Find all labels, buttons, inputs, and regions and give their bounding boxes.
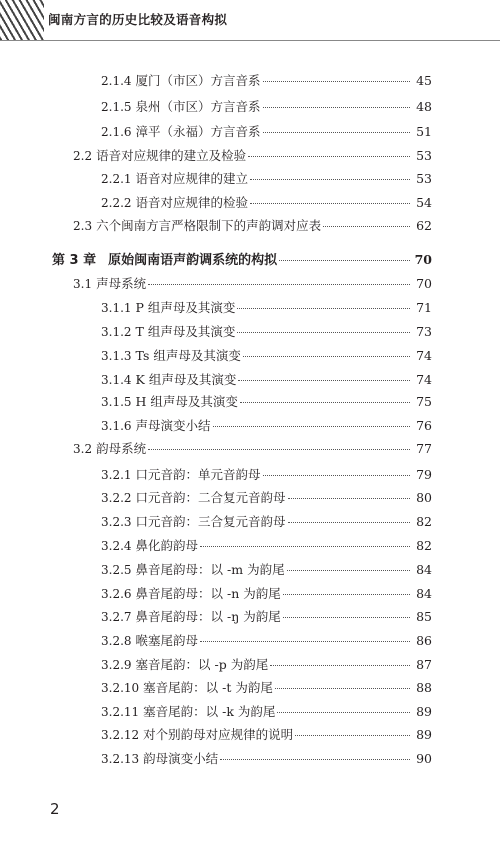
toc-page-number: 88 — [416, 680, 432, 695]
dot-leader — [238, 380, 410, 381]
dot-leader — [250, 179, 410, 180]
dot-leader — [283, 594, 410, 595]
toc-title: 厦门（市区）方言音系 — [135, 73, 261, 88]
toc-title: 鼻化韵韵母 — [135, 538, 199, 553]
dot-leader — [237, 308, 410, 309]
toc-page-number: 53 — [416, 148, 432, 163]
toc-number: 3.1 — [73, 277, 93, 291]
toc-entry[interactable] — [101, 678, 432, 698]
toc-title: 泉州（市区）方言音系 — [135, 99, 261, 114]
toc-entry[interactable] — [101, 536, 432, 556]
dot-leader — [250, 203, 410, 204]
toc-title: 韵母系统 — [96, 441, 147, 456]
toc-page-number: 77 — [416, 441, 432, 456]
toc-entry[interactable] — [101, 193, 432, 213]
toc-entry[interactable] — [101, 488, 432, 508]
toc-title: 漳平（永福）方言音系 — [135, 124, 261, 139]
running-header — [0, 0, 500, 44]
toc-title: 口元音韵：二合复元音韵母 — [135, 490, 286, 505]
toc-entry[interactable] — [101, 749, 432, 769]
toc-number: 3.2.10 — [101, 681, 140, 695]
toc-title: 鼻音尾韵母：以 -n 为韵尾 — [135, 586, 281, 601]
toc-entry[interactable] — [101, 465, 432, 485]
toc-page-number: 76 — [416, 418, 432, 433]
toc-entry[interactable] — [101, 725, 432, 745]
dot-leader — [263, 132, 410, 133]
toc-title: 塞音尾韵：以 -k 为韵尾 — [143, 704, 276, 719]
toc-number: 3.1.6 — [101, 419, 132, 433]
toc-entry[interactable] — [101, 631, 432, 651]
toc-page-number: 70 — [414, 252, 432, 267]
chapter-title: 原始闽南语声韵调系统的构拟 — [108, 253, 278, 268]
dot-leader — [148, 449, 410, 450]
toc-page-number: 45 — [416, 73, 432, 88]
dot-leader — [220, 759, 410, 760]
toc-number: 2.2.1 — [101, 172, 132, 186]
toc-entry[interactable] — [101, 416, 432, 436]
toc-number: 3.2.6 — [101, 587, 132, 601]
toc-number: 3.2.1 — [101, 468, 132, 482]
toc-entry[interactable] — [101, 122, 432, 142]
toc-entry[interactable] — [101, 584, 432, 604]
toc-number: 2.1.4 — [101, 74, 132, 88]
toc-title: 对个别韵母对应规律的说明 — [143, 727, 294, 742]
toc-title: 喉塞尾韵母 — [135, 633, 199, 648]
dot-leader — [277, 712, 410, 713]
toc-page-number: 89 — [416, 727, 432, 742]
dot-leader — [263, 475, 410, 476]
dot-leader — [295, 735, 410, 736]
toc-title: 六个闽南方言严格限制下的声韵调对应表 — [96, 218, 322, 233]
toc-number: 2.1.6 — [101, 125, 132, 139]
toc-title: H 组声母及其演变 — [135, 394, 238, 409]
toc-title: 鼻音尾韵母：以 -m 为韵尾 — [135, 562, 285, 577]
header-stripe-ornament — [0, 0, 44, 40]
toc-entry[interactable] — [73, 439, 432, 459]
toc-number: 3.2.12 — [101, 728, 140, 742]
toc-number: 3.2.8 — [101, 634, 132, 648]
toc-entry[interactable] — [101, 370, 432, 390]
toc-number: 3.1.2 — [101, 325, 132, 339]
toc-page-number: 87 — [416, 657, 432, 672]
toc-number: 3.1.4 — [101, 373, 132, 387]
dot-leader — [200, 546, 410, 547]
toc-entry[interactable] — [101, 560, 432, 580]
toc-title: 塞音尾韵：以 -p 为韵尾 — [135, 657, 269, 672]
toc-entry[interactable] — [73, 216, 432, 236]
toc-page-number: 71 — [416, 300, 432, 315]
toc-number: 2.3 — [73, 219, 93, 233]
toc-number: 2.2 — [73, 149, 93, 163]
toc-number: 2.2.2 — [101, 196, 132, 210]
toc-page-number: 74 — [416, 372, 432, 387]
toc-number: 3.1.5 — [101, 395, 132, 409]
toc-number: 2.1.5 — [101, 100, 132, 114]
toc-page-number: 90 — [416, 751, 432, 766]
toc-number: 3.2.9 — [101, 658, 132, 672]
dot-leader — [283, 617, 410, 618]
toc-page-number: 70 — [416, 276, 432, 291]
dot-leader — [287, 570, 410, 571]
dot-leader — [288, 522, 410, 523]
dot-leader — [240, 402, 410, 403]
toc-chapter-entry[interactable] — [52, 249, 432, 269]
toc-entry[interactable] — [101, 392, 432, 412]
toc-number: 3.2.4 — [101, 539, 132, 553]
toc-title: 韵母演变小结 — [143, 751, 219, 766]
toc-number: 3.2 — [73, 442, 93, 456]
toc-number: 3.1.1 — [101, 301, 132, 315]
toc-page-number: 80 — [416, 490, 432, 505]
dot-leader — [213, 426, 410, 427]
toc-entry[interactable] — [101, 97, 432, 117]
toc-page-number: 82 — [416, 538, 432, 553]
toc-number: 3.2.7 — [101, 610, 132, 624]
toc-number: 3.2.5 — [101, 563, 132, 577]
page-number: 2 — [50, 800, 60, 818]
chapter-number: 第 3 章 — [52, 253, 97, 268]
toc-entry[interactable] — [101, 169, 432, 189]
toc-title: 语音对应规律的建立 — [135, 171, 249, 186]
toc-page-number: 85 — [416, 609, 432, 624]
toc-title: K 组声母及其演变 — [135, 372, 237, 387]
toc-number: 3.2.11 — [101, 705, 140, 719]
toc-entry[interactable] — [101, 71, 432, 91]
toc-entry[interactable] — [73, 274, 432, 294]
toc-title: P 组声母及其演变 — [135, 300, 236, 315]
toc-entry[interactable] — [101, 702, 432, 722]
toc-page-number: 82 — [416, 514, 432, 529]
toc-number: 3.2.3 — [101, 515, 132, 529]
toc-page-number: 86 — [416, 633, 432, 648]
toc-page-number: 54 — [416, 195, 432, 210]
toc-page-number: 75 — [416, 394, 432, 409]
dot-leader — [275, 688, 410, 689]
toc-title: 语音对应规律的检验 — [135, 195, 249, 210]
toc-page-number: 48 — [416, 99, 432, 114]
dot-leader — [148, 284, 410, 285]
dot-leader — [270, 665, 410, 666]
toc-title: 口元音韵：单元音韵母 — [135, 467, 261, 482]
toc-page-number: 53 — [416, 171, 432, 186]
toc-number: 3.1.3 — [101, 349, 132, 363]
toc-title: 鼻音尾韵母：以 -ŋ 为韵尾 — [135, 609, 281, 624]
dot-leader — [288, 498, 410, 499]
toc-number: 3.2.13 — [101, 752, 140, 766]
dot-leader — [237, 332, 410, 333]
toc-page-number: 51 — [416, 124, 432, 139]
dot-leader — [248, 156, 410, 157]
toc-title: Ts 组声母及其演变 — [135, 348, 241, 363]
dot-leader — [263, 107, 410, 108]
dot-leader — [200, 641, 410, 642]
toc-title: 塞音尾韵：以 -t 为韵尾 — [143, 680, 273, 695]
toc-page-number: 84 — [416, 562, 432, 577]
toc-page-number: 84 — [416, 586, 432, 601]
toc-page-number: 73 — [416, 324, 432, 339]
running-header-title: 闽南方言的历史比较及语音构拟 — [48, 12, 228, 27]
toc-title: 口元音韵：三合复元音韵母 — [135, 514, 286, 529]
toc-number: 3.2.2 — [101, 491, 132, 505]
toc-page-number: 62 — [416, 218, 432, 233]
toc-title: 声母系统 — [96, 276, 147, 291]
toc-title: 语音对应规律的建立及检验 — [96, 148, 247, 163]
toc-entry[interactable] — [101, 346, 432, 366]
toc-page-number: 89 — [416, 704, 432, 719]
toc-entry[interactable] — [101, 655, 432, 675]
toc-page-number: 79 — [416, 467, 432, 482]
toc-title: T 组声母及其演变 — [135, 324, 236, 339]
dot-leader — [323, 226, 410, 227]
toc-entry[interactable] — [73, 146, 432, 166]
toc-entry[interactable] — [101, 607, 432, 627]
dot-leader — [263, 81, 410, 82]
toc-title: 声母演变小结 — [135, 418, 211, 433]
toc-entry[interactable] — [101, 512, 432, 532]
dot-leader — [279, 260, 410, 261]
dot-leader — [243, 356, 410, 357]
toc-entry[interactable] — [101, 298, 432, 318]
toc-page-number: 74 — [416, 348, 432, 363]
toc-entry[interactable] — [101, 322, 432, 342]
